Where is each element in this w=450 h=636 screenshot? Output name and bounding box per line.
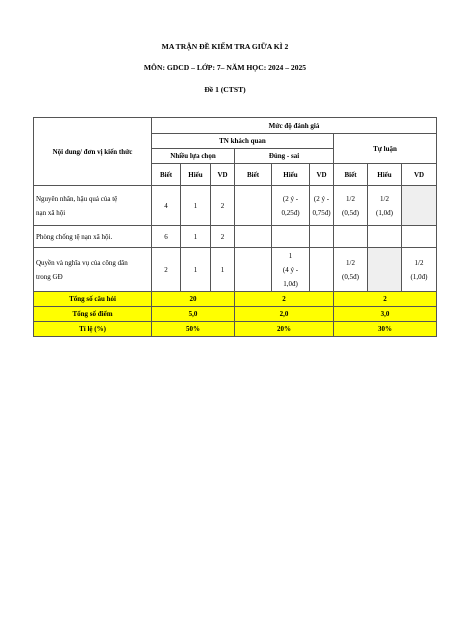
cell-line: (0,5đ) (342, 272, 359, 281)
total-label: Tổng số điểm (34, 307, 152, 322)
tn-header: TN khách quan (152, 134, 334, 149)
mc-header: Nhiều lựa chọn (152, 149, 235, 164)
cell-line: (2 ý - (282, 194, 299, 203)
total-row-points (34, 307, 437, 322)
sub-header-cell: VD (211, 164, 235, 186)
tl-vd-cell (402, 226, 437, 248)
table-row (34, 226, 437, 248)
mc-hieu-cell: 1 (181, 186, 211, 226)
cell-line: 1/2 (346, 258, 355, 267)
ds-hieu-cell (272, 226, 310, 248)
level-header: Mức độ đánh giá (152, 118, 437, 134)
cell-line: 1,0đ) (283, 279, 298, 288)
cell-line: 0,75đ) (312, 208, 331, 217)
mc-vd-cell: 2 (211, 186, 235, 226)
ds-biet-cell (235, 248, 272, 292)
sub-header-cell: Hiểu (368, 164, 402, 186)
content-line: trong GĐ (36, 272, 63, 281)
tl-hieu-cell (368, 226, 402, 248)
cell-line: (2 ý - (313, 194, 330, 203)
cell-line: 1/2 (346, 194, 355, 203)
sub-header-cell: VD (310, 164, 334, 186)
sub-header-cell: Biết (235, 164, 272, 186)
tl-hieu-cell (368, 186, 402, 226)
total-label: Tổng số câu hỏi (34, 292, 152, 307)
total-row-ratio (34, 322, 437, 337)
content-header: Nội dung/ đơn vị kiến thức (34, 118, 152, 186)
content-cell (34, 248, 152, 292)
exam-label: Đề 1 (CTST) (204, 85, 246, 94)
mc-hieu-cell: 1 (181, 226, 211, 248)
total-tl: 3,0 (334, 307, 437, 322)
total-tl: 2 (334, 292, 437, 307)
tl-vd-cell (402, 248, 437, 292)
tl-biet-cell (334, 226, 368, 248)
cell-line: (4 ý - (282, 265, 299, 274)
total-tl: 30% (334, 322, 437, 337)
total-mc: 20 (152, 292, 235, 307)
assessment-matrix-table (33, 117, 437, 337)
total-mc: 50% (152, 322, 235, 337)
cell-line: 1/2 (380, 194, 389, 203)
ds-biet-cell (235, 226, 272, 248)
content-line: Nguyên nhân, hậu quả của tệ (36, 194, 118, 203)
content-line: Quyền và nghĩa vụ của công dân (36, 258, 128, 267)
content-line: nạn xã hội (36, 208, 66, 217)
sub-header-cell: Biết (152, 164, 181, 186)
cell-line: (1,0đ) (410, 272, 428, 281)
sub-header-cell: Hiểu (272, 164, 310, 186)
ds-vd-cell (310, 226, 334, 248)
tl-biet-cell (334, 186, 368, 226)
ds-header: Đúng - sai (235, 149, 334, 164)
cell-line: 0,25đ) (281, 208, 300, 217)
mc-vd-cell: 2 (211, 226, 235, 248)
mc-vd-cell: 1 (211, 248, 235, 292)
mc-biet-cell: 6 (152, 226, 181, 248)
tl-biet-cell (334, 248, 368, 292)
document-subtitle: MÔN: GDCD – LỚP: 7– NĂM HỌC: 2024 – 2025 (143, 63, 307, 72)
mc-biet-cell: 2 (152, 248, 181, 292)
mc-hieu-cell: 1 (181, 248, 211, 292)
tl-vd-cell (402, 186, 437, 226)
content-cell: Phòng chống tệ nạn xã hội. (34, 226, 152, 248)
cell-line: (0,5đ) (342, 208, 359, 217)
cell-line: 1/2 (414, 258, 424, 267)
sub-header-cell: Biết (334, 164, 368, 186)
ds-hieu-cell (272, 186, 310, 226)
tl-hieu-cell (368, 248, 402, 292)
document-title: MA TRẬN ĐỀ KIỂM TRA GIỮA KÌ 2 (161, 42, 289, 51)
ds-vd-cell (310, 186, 334, 226)
total-ds: 2,0 (235, 307, 334, 322)
mc-biet-cell: 4 (152, 186, 181, 226)
table-row (34, 248, 437, 292)
total-row-questions (34, 292, 437, 307)
total-mc: 5,0 (152, 307, 235, 322)
ds-biet-cell (235, 186, 272, 226)
cell-line: 1 (288, 251, 293, 260)
ds-vd-cell (310, 248, 334, 292)
total-ds: 2 (235, 292, 334, 307)
total-label: Tỉ lệ (%) (34, 322, 152, 337)
content-cell (34, 186, 152, 226)
tl-header: Tự luận (334, 134, 437, 164)
cell-line: (1,0đ) (376, 208, 393, 217)
sub-header-cell: VD (402, 164, 437, 186)
table-row (34, 186, 437, 226)
header-row-1 (34, 118, 437, 134)
sub-header-cell: Hiểu (181, 164, 211, 186)
ds-hieu-cell (272, 248, 310, 292)
total-ds: 20% (235, 322, 334, 337)
